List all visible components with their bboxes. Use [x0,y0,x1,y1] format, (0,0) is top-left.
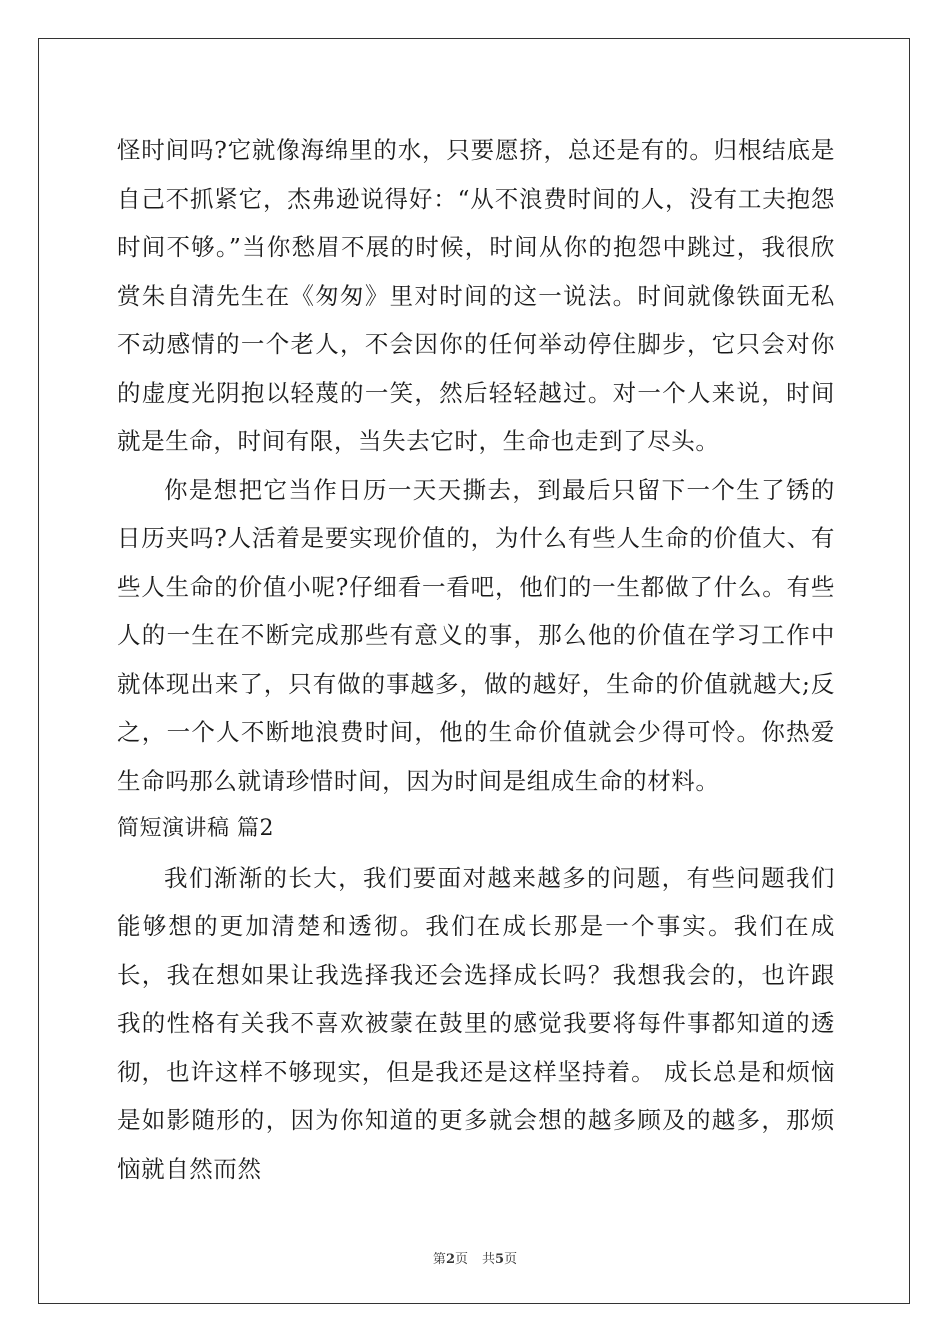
paragraph-1: 怪时间吗?它就像海绵里的水，只要愿挤，总还是有的。归根结底是自己不抓紧它，杰弗逊说得好：“从不浪费时间的人，没有工夫抱怨时间不够。”当你愁眉不展的时候，时间从你的抱怨中跳过，我很欣赏朱自清先生在《匆匆》里对时间的这一说法。时间就像铁面无私不动感情的一个老人，不会因你的任何举动停住脚步，它只会对你的虚度光阴抱以轻蔑的一笑，然后轻轻越过。对一个人来说，时间就是生命，时间有限，当失去它时，生命也走到了尽头。 [117,136,835,455]
page-footer [0,1248,950,1267]
paragraph-3: 我们渐渐的长大，我们要面对越来越多的问题，有些问题我们能够想的更加清楚和透彻。我们在成长那是一个事实。我们在成长，我在想如果让我选择我还会选择成长吗？我想我会的，也许跟我的性格有关我不喜欢被蒙在鼓里的感觉我要将每件事都知道的透彻，也许这样不够现实，但是我还是这样坚持着。 成长总是和烦恼是如影随形的，因为你知道的更多就会想的越多顾及的越多，那烦恼就自然而然 [117,863,835,1183]
page-number: 2 [445,1252,455,1267]
total-suffix: 页 [504,1252,518,1267]
document-body [117,126,835,1193]
page-prefix: 第 [432,1252,446,1267]
total-pages: 5 [495,1252,505,1267]
total-prefix: 共 [482,1252,496,1267]
page-suffix: 页 [454,1252,468,1267]
section-heading: 简短演讲稿 篇2 [117,816,274,841]
paragraph-2: 你是想把它当作日历一天天撕去，到最后只留下一个生了锈的日历夹吗?人活着是要实现价值的，为什么有些人生命的价值大、有些人生命的价值小呢?仔细看一看吧，他们的一生都做了什么。有些人的一生在不断完成那些有意义的事，那么他的价值在学习工作中就体现出来了，只有做的事越多，做的越好，生命的价值就越大;反之，一个人不断地浪费时间，他的生命价值就会少得可怜。你热爱生命吗那么就请珍惜时间，因为时间是组成生命的材料。 [117,475,835,795]
